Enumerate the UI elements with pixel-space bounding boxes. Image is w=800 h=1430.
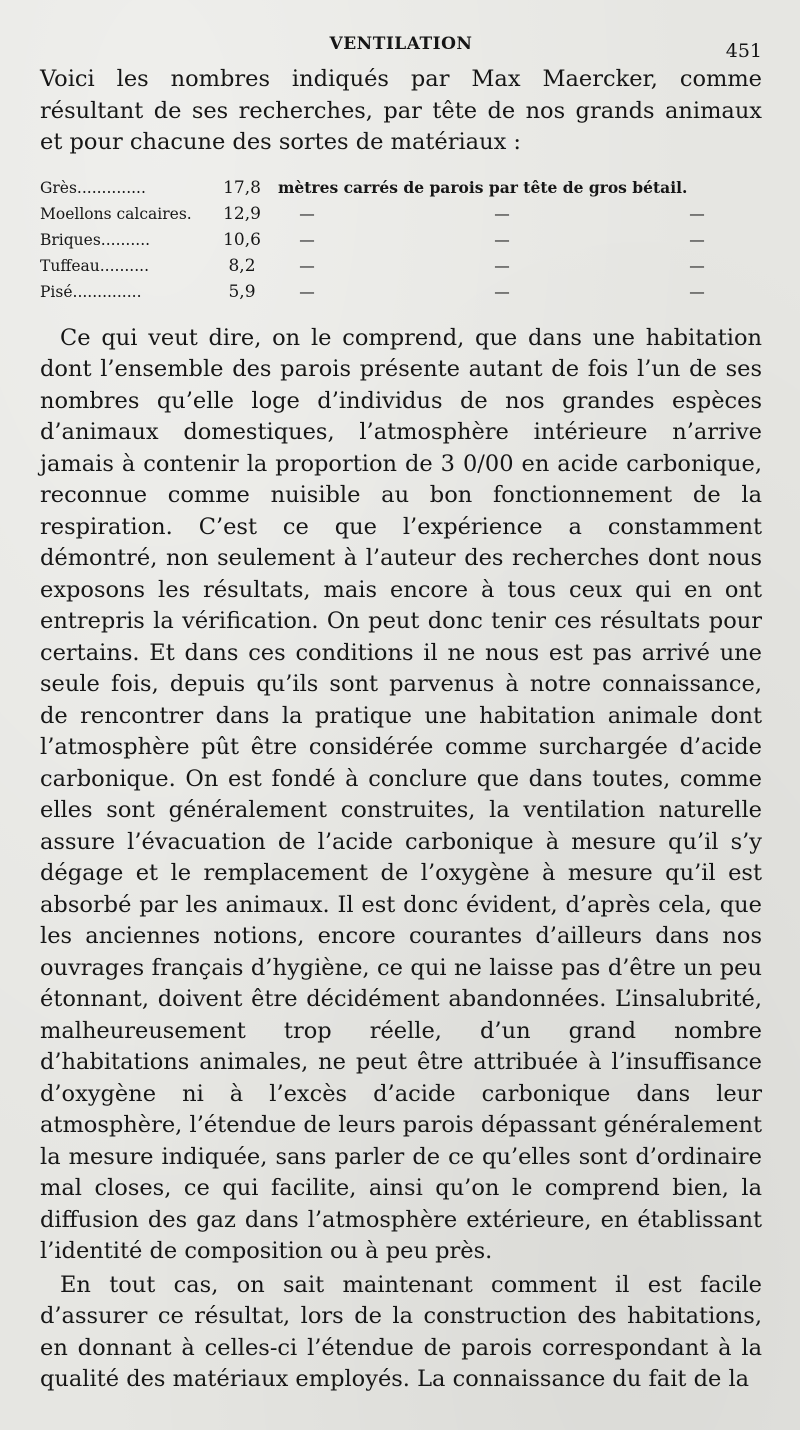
page-number: 451 xyxy=(725,40,762,62)
material-name: Pisé.............. xyxy=(40,282,142,301)
running-title: VENTILATION xyxy=(329,34,473,54)
material-name: Briques.......... xyxy=(40,230,151,249)
material-value: 17,8 xyxy=(223,177,261,198)
ditto-mark: — xyxy=(689,204,705,223)
material-value: 12,9 xyxy=(223,203,261,224)
ditto-mark: — xyxy=(299,204,315,223)
ditto-marks xyxy=(272,253,722,279)
ditto-marks xyxy=(272,279,722,305)
ditto-mark: — xyxy=(494,204,510,223)
material-value: 8,2 xyxy=(228,255,256,276)
table-row xyxy=(40,279,762,305)
ditto-mark: — xyxy=(494,230,510,249)
table-row xyxy=(40,227,762,253)
body-paragraph: Ce qui veut dire, on le comprend, que dans une habitation dont l’ensemble des parois présente autant de fois l’un de ses nombres qu’elle loge d’individus de nos grandes espèces d’animaux domestiques, l’atmosphère intérieure n’arrive jamais à contenir la proportion de 3 0/00 en acide carbonique, reconnue comme nuisible au bon fonctionnement de la respiration. C’est ce que l’expérience a constamment démontré, non seulement à l’auteur des recherches dont nous exposons les résultats, mais encore à tous ceux qui en ont entrepris la vérification. On peut donc tenir ces résultats pour certains. Et dans ces conditions il ne nous est pas arrivé une seule fois, depuis qu’ils sont parvenus à notre connaissance, de rencontrer dans la pratique une habitation animale dont l’atmosphère pût être considérée comme surchargée d’acide carbonique. On est fondé à conclure que dans toutes, comme elles sont généralement construites, la ventilation naturelle assure l’évacuation de l’acide carbonique à mesure qu’il s’y dégage et le remplacement de l’oxygène à mesure qu’il est absorbé par les animaux. Il est donc évident, d’après cela, que les anciennes notions, encore courantes d’ailleurs dans nos ouvrages français d’hygiène, ce qui ne laisse pas d’être un peu étonnant, doivent être décidément abandonnées. L’insalubrité, malheureusement trop réelle, d’un grand nombre d’habitations animales, ne peut être attribuée à l’insuffisance d’oxygène ni à l’excès d’acide carbonique dans leur atmosphère, l’étendue de leurs parois dépassant généralement la mesure indiquée, sans parler de ce qu’elles sont d’ordinaire mal closes, ce qui facilite, ainsi qu’on le comprend bien, la diffusion des gaz dans l’atmosphère extérieure, en établissant l’identité de composition ou à peu près. xyxy=(40,324,762,1264)
ditto-mark: — xyxy=(299,230,315,249)
ditto-mark: — xyxy=(689,230,705,249)
ditto-marks xyxy=(272,227,722,253)
ditto-mark: — xyxy=(689,282,705,301)
intro-paragraph: Voici les nombres indiqués par Max Maercker, comme résultant de ses recherches, par tête de nos grands animaux et pour chacune des sortes de matériaux : xyxy=(40,66,762,155)
body-paragraph: En tout cas, on sait maintenant comment il est facile d’assurer ce résultat, lors de la construction des habitations, en donnant à celles-ci l’étendue de parois correspondant à la qualité des matériaux employés. La connaissance du fait de la xyxy=(40,1271,762,1392)
unit-label: mètres carrés de parois par tête de gros bétail. xyxy=(278,177,688,197)
material-name: Moellons calcaires. xyxy=(40,204,192,223)
table-row xyxy=(40,201,762,227)
table-row xyxy=(40,253,762,279)
ditto-mark: — xyxy=(299,282,315,301)
ditto-mark: — xyxy=(494,282,510,301)
material-value: 10,6 xyxy=(223,229,261,250)
materials-table xyxy=(40,175,762,305)
table-row xyxy=(40,175,762,201)
material-name: Grès.............. xyxy=(40,178,146,197)
running-head xyxy=(40,30,762,60)
ditto-mark: — xyxy=(494,256,510,275)
ditto-marks xyxy=(272,201,722,227)
ditto-mark: — xyxy=(299,256,315,275)
material-value: 5,9 xyxy=(228,281,256,302)
ditto-mark: — xyxy=(689,256,705,275)
material-name: Tuffeau.......... xyxy=(40,256,149,275)
